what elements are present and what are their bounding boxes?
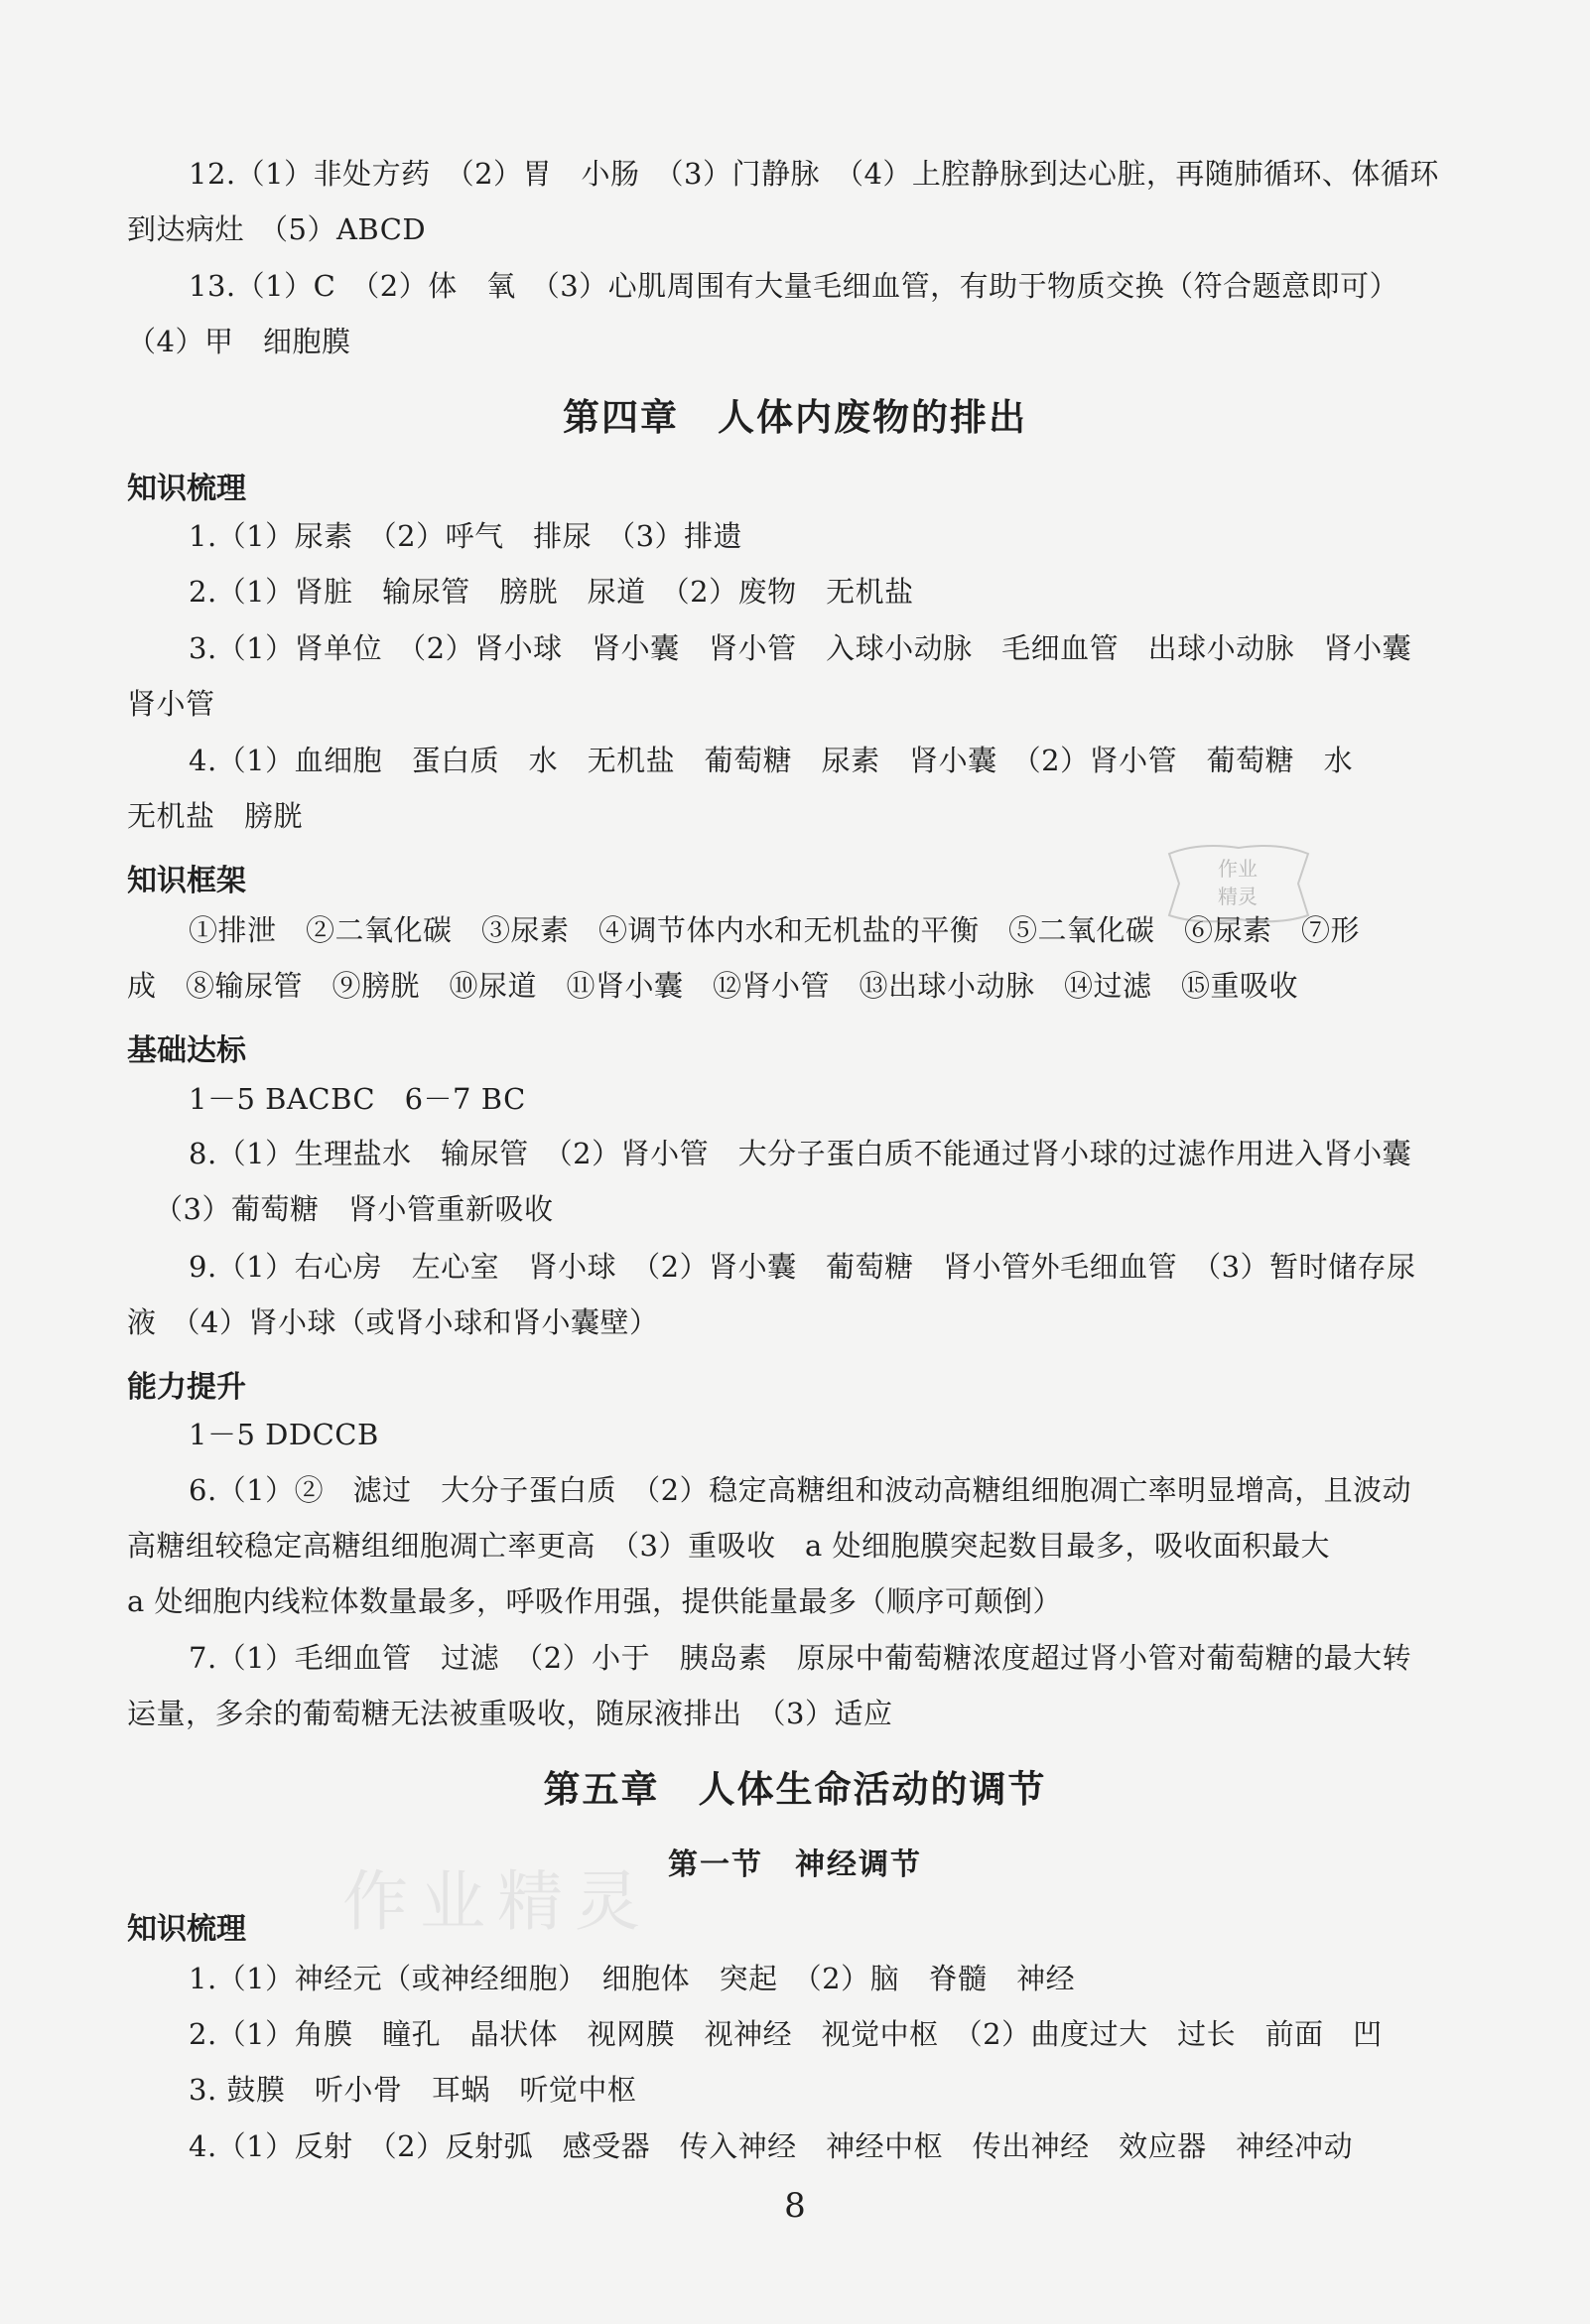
answer-line: （4）甲 细胞膜 [127,325,351,358]
answer-line: 1.（1）神经元（或神经细胞） 细胞体 突起 （2）脑 脊髓 神经 [189,1962,1076,1995]
answer-line: 1－5 BACBC 6－7 BC [189,1082,526,1116]
answer-line: 成 ⑧输尿管 ⑨膀胱 ⑩尿道 ⑪肾小囊 ⑫肾小管 ⑬出球小动脉 ⑭过滤 ⑮重吸收 [127,969,1299,1003]
answer-line: 无机盐 膀胱 [127,799,304,833]
subsection-title: 第一节 神经调节 [668,1847,922,1882]
answer-line: 2.（1）角膜 瞳孔 晶状体 视网膜 视神经 视觉中枢 （2）曲度过大 过长 前面 凹 [189,2017,1383,2051]
chapter-title: 第五章 人体生命活动的调节 [543,1768,1047,1811]
svg-text:作业: 作业 [1218,857,1258,881]
answer-line: 液 （4）肾小球（或肾小球和肾小囊壁） [127,1305,659,1339]
answer-line: 4.（1）反射 （2）反射弧 感受器 传入神经 神经中枢 传出神经 效应器 神经冲动 [189,2129,1354,2163]
answer-line: 3. 鼓膜 听小骨 耳蜗 听觉中枢 [189,2073,637,2107]
answer-line: 4.（1）血细胞 蛋白质 水 无机盐 葡萄糖 尿素 肾小囊 （2）肾小管 葡萄糖 水 [189,744,1354,777]
answer-line: 9.（1）右心房 左心室 肾小球 （2）肾小囊 葡萄糖 肾小管外毛细血管 （3）暂时储存尿 [189,1250,1416,1284]
answer-line: 7.（1）毛细血管 过滤 （2）小于 胰岛素 原尿中葡萄糖浓度超过肾小管对葡萄糖的最大转 [189,1641,1412,1675]
answer-line: 6.（1）② 滤过 大分子蛋白质 （2）稳定高糖组和波动高糖组细胞凋亡率明显增高，且波动 [189,1473,1412,1507]
answer-line: 到达病灶 （5）ABCD [127,212,427,246]
answer-line: 肾小管 [127,687,215,721]
section-heading: 知识梳理 [127,1912,246,1947]
section-heading: 基础达标 [127,1033,246,1068]
answer-line: 3.（1）肾单位 （2）肾小球 肾小囊 肾小管 入球小动脉 毛细血管 出球小动脉 肾小囊 [189,631,1412,665]
chapter-title: 第四章 人体内废物的排出 [563,396,1027,439]
answer-line: （3）葡萄糖 肾小管重新吸收 [154,1192,554,1226]
section-heading: 知识梳理 [127,472,246,506]
answer-line: 1－5 DDCCB [189,1418,379,1451]
answer-line: 12.（1）非处方药 （2）胃 小肠 （3）门静脉 （4）上腔静脉到达心脏，再随肺循环、体循环 [189,157,1439,191]
answer-line: 运量，多余的葡萄糖无法被重吸收，随尿液排出 （3）适应 [127,1697,893,1730]
watermark: 作业精灵 [342,1863,652,1940]
answer-line: 8.（1）生理盐水 输尿管 （2）肾小管 大分子蛋白质不能通过肾小球的过滤作用进入肾小囊 [189,1137,1412,1170]
answer-line: 13.（1）C （2）体 氧 （3）心肌周围有大量毛细血管，有助于物质交换（符合题意即可） [189,269,1399,303]
answer-line: ①排泄 ②二氧化碳 ③尿素 ④调节体内水和无机盐的平衡 ⑤二氧化碳 ⑥尿素 ⑦形 [189,913,1361,947]
answer-line: 1.（1）尿素 （2）呼气 排尿 （3）排遗 [189,519,743,553]
answer-line: 高糖组较稳定高糖组细胞凋亡率更高 （3）重吸收 a 处细胞膜突起数目最多，吸收面积最大 [127,1529,1330,1563]
section-heading: 能力提升 [127,1370,246,1405]
page-number: 8 [784,2186,806,2226]
section-heading: 知识框架 [127,864,246,898]
svg-text:精灵: 精灵 [1218,885,1258,908]
answer-line: 2.（1）肾脏 输尿管 膀胱 尿道 （2）废物 无机盐 [189,575,914,609]
answer-line: a 处细胞内线粒体数量最多，呼吸作用强，提供能量最多（顺序可颠倒） [127,1584,1063,1618]
stamp-logo-icon [1159,834,1316,933]
